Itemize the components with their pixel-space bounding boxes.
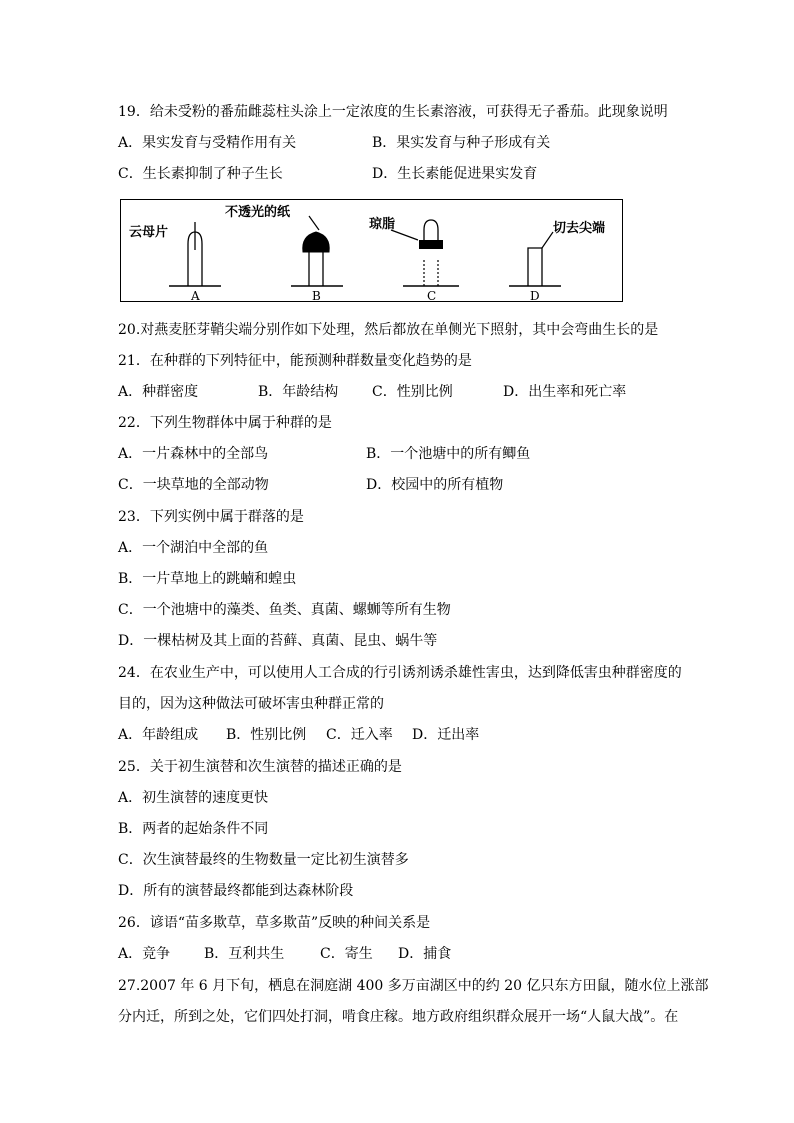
q22-option-b: B．一个池塘中的所有鲫鱼 bbox=[366, 446, 531, 462]
pointer-c bbox=[391, 230, 418, 240]
q23-option-d: D．一棵枯树及其上面的苔藓、真菌、昆虫、蜗牛等 bbox=[118, 633, 438, 649]
label-agar: 琼脂 bbox=[369, 217, 396, 232]
q19-stem: 19．给未受粉的番茄雌蕊柱头涂上一定浓度的生长素溶液，可获得无子番茄。此现象说明 bbox=[118, 104, 668, 120]
pointer-b bbox=[309, 216, 319, 230]
q23-option-c: C．一个池塘中的藻类、鱼类、真菌、螺蛳等所有生物 bbox=[118, 602, 451, 618]
q24-option-a: A．年龄组成 bbox=[118, 727, 199, 743]
q26-option-d: D．捕食 bbox=[398, 946, 452, 962]
agar-block bbox=[419, 240, 443, 249]
q27-line1: 27.2007 年 6 月下旬，栖息在洞庭湖 400 多万亩湖区中的约 20 亿只东方田鼠，随水位上涨部 bbox=[118, 978, 709, 994]
label-tip-removed: 切去尖端 bbox=[553, 221, 606, 236]
q24-option-d: D．迁出率 bbox=[412, 727, 480, 743]
q24-stem-line2: 目的，因为这种做法可破坏害虫种群正常的 bbox=[118, 696, 384, 712]
q22-option-c: C．一块草地的全部动物 bbox=[118, 477, 269, 493]
q26-option-b: B．互利共生 bbox=[204, 946, 285, 962]
coleoptile-c bbox=[369, 216, 459, 301]
coleoptile-figure bbox=[120, 199, 623, 302]
label-opaque-paper: 不透光的纸 bbox=[225, 205, 291, 220]
q22-option-d: D．校园中的所有植物 bbox=[366, 477, 504, 493]
q24-option-c: C．迁入率 bbox=[326, 727, 393, 743]
q19-option-b: B．果实发育与种子形成有关 bbox=[372, 135, 551, 151]
q25-option-b: B．两者的起始条件不同 bbox=[118, 821, 269, 837]
q21-option-d: D．出生率和死亡率 bbox=[503, 384, 627, 400]
q25-stem: 25．关于初生演替和次生演替的描述正确的是 bbox=[118, 759, 402, 775]
q21-option-b: B．年龄结构 bbox=[258, 384, 339, 400]
q23-stem: 23．下列实例中属于群落的是 bbox=[118, 509, 304, 525]
q24-stem-line1: 24．在农业生产中，可以使用人工合成的行引诱剂诱杀雄性害虫，达到降低害虫种群密度的 bbox=[118, 665, 682, 681]
coleoptile-d bbox=[509, 220, 605, 301]
q23-option-a: A．一个湖泊中全部的鱼 bbox=[118, 540, 269, 556]
letter-b: B bbox=[312, 289, 321, 301]
q19-option-a: A．果实发育与受精作用有关 bbox=[118, 135, 297, 151]
q27-line2: 分内迁，所到之处，它们四处打洞，啃食庄稼。地方政府组织群众展开一场“人鼠大战”。在 bbox=[118, 1009, 679, 1025]
pointer-d bbox=[542, 232, 553, 248]
letter-a: A bbox=[191, 289, 200, 301]
q19-option-c: C．生长素抑制了种子生长 bbox=[118, 166, 283, 182]
q25-option-a: A．初生演替的速度更快 bbox=[118, 790, 269, 806]
letter-c: C bbox=[427, 289, 437, 301]
q21-option-c: C．性别比例 bbox=[372, 384, 453, 400]
q20-stem: 20.对燕麦胚芽鞘尖端分别作如下处理，然后都放在单侧光下照射，其中会弯曲生长的是 bbox=[118, 322, 659, 338]
coleoptile-shape-d bbox=[528, 248, 542, 286]
q22-option-a: A．一片森林中的全部鸟 bbox=[118, 446, 269, 462]
q24-option-b: B．性别比例 bbox=[226, 727, 307, 743]
label-mica: 云母片 bbox=[129, 225, 169, 240]
coleoptile-a bbox=[129, 222, 221, 301]
coleoptile-b bbox=[225, 204, 343, 301]
q23-option-b: B．一片草地上的跳蝻和蝗虫 bbox=[118, 571, 297, 587]
q21-stem: 21．在种群的下列特征中，能预测种群数量变化趋势的是 bbox=[118, 353, 472, 369]
coleoptile-shape-b bbox=[309, 248, 323, 286]
q26-option-c: C．寄生 bbox=[320, 946, 373, 962]
coleoptile-diagram bbox=[121, 200, 622, 301]
opaque-paper-cap bbox=[303, 232, 329, 252]
q19-option-d: D．生长素能促进果实发育 bbox=[372, 166, 538, 182]
q26-option-a: A．竞争 bbox=[118, 946, 171, 962]
q25-option-c: C．次生演替最终的生物数量一定比初生演替多 bbox=[118, 852, 409, 868]
letter-d: D bbox=[530, 289, 540, 301]
q25-option-d: D．所有的演替最终都能到达森林阶段 bbox=[118, 883, 354, 899]
coleoptile-shape-c bbox=[424, 260, 438, 286]
q22-stem: 22．下列生物群体中属于种群的是 bbox=[118, 415, 332, 431]
q21-option-a: A．种群密度 bbox=[118, 384, 199, 400]
coleoptile-tip-c bbox=[424, 220, 438, 240]
q26-stem: 26．谚语“苗多欺草，草多欺苗”反映的种间关系是 bbox=[118, 915, 431, 931]
